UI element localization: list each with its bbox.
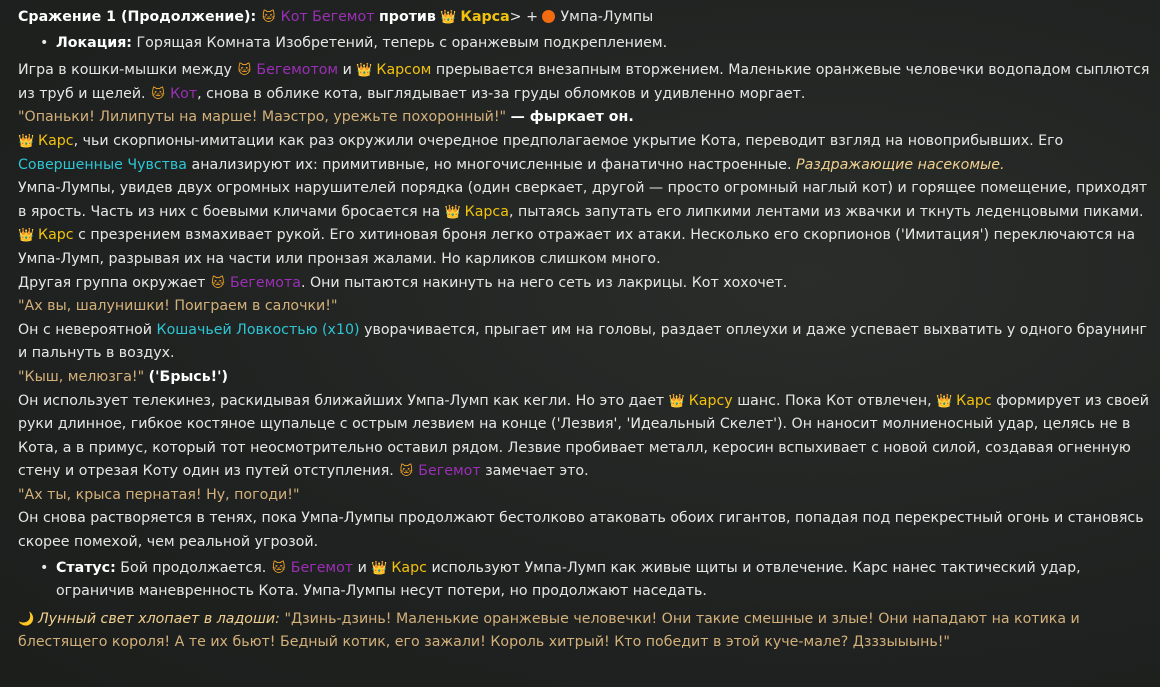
battle-title: Сражение 1 (Продолжение): 🐱 Кот Бегемот против 👑 Карса> + Умпа-Лумпы [18, 6, 1152, 30]
crown-icon: 👑 [440, 10, 457, 25]
crown-icon: 👑 [18, 228, 35, 244]
status-item: • Статус: Бой продолжается. 🐱 Бегемот и 👑 Карс используют Умпа-Лумп как живые щиты и отвлечение. Карс нанес тактический удар, ограничив маневренность Кота. Умпа-Лумпы несут потери, но продолжают наседать. [40, 557, 1152, 604]
quote-3: "Кыш, мелюзга!" ('Брысь!') [18, 368, 228, 385]
crescent-moon-icon: 🌙 [18, 611, 35, 627]
crown-icon: 👑 [936, 393, 953, 409]
skill-cat-agility: Кошачьей Ловкостью (x10) [156, 321, 360, 338]
paragraph-2: 👑 Карс, чьи скорпионы-имитации как раз окружили очередное предполагаемое укрытие Кота, переводит взгляд на новоприбывших. Его Совершенные Чувства анализируют их: примитивные, но многочисленные и фанатично настроенные. Раздражающие насекомые. [18, 130, 1152, 177]
quote-2: "Ах вы, шалунишки! Поиграем в салочки!" [18, 298, 338, 315]
crown-icon: 👑 [668, 393, 685, 409]
crown-icon: 👑 [371, 560, 388, 576]
paragraph-5: Он с невероятной Кошачьей Ловкостью (x10) уворачивается, прыгает им на головы, раздает оплеухи и даже успевает выхватить у одного браунинг и пальнуть в воздух. [18, 321, 1147, 362]
begemot-name: Кот Бегемот [280, 9, 375, 25]
skill-perfect-senses: Совершенные Чувства [18, 156, 187, 173]
cat-face-icon: 🐱 [261, 10, 276, 25]
location-list [18, 32, 1152, 56]
crown-icon: 👑 [444, 204, 461, 220]
kars-name: Карса [460, 9, 510, 25]
cat-face-icon: 🐱 [151, 86, 165, 102]
paragraph-6: Он использует телекинез, раскидывая ближайших Умпа-Лумп как кегли. Но это дает 👑 Карсу шанс. Пока Кот отвлечен, 👑 Карс формирует из своей руки длинное, гибкое костяное щупальце с острым лезвием на конце ('Лезвия', 'Идеальный Скелет'). Он наносит молниеносный удар, целясь не в Кота, а в примус, который тот неосмотрительно оставил рядом. Лезвие пробивает металл, керосин вспыхивает с новой силой, создавая огненную стену и отрезая Коту один из путей отступления. 🐱 Бегемот замечает это. [18, 390, 1152, 484]
cat-face-icon: 🐱 [399, 464, 414, 480]
cat-face-icon: 🐱 [237, 63, 252, 79]
crown-icon: 👑 [356, 63, 373, 79]
paragraph-3: Умпа-Лумпы, увидев двух огромных нарушителей порядка (один сверкает, другой — просто огромный наглый кот) и горящее помещение, приходят в ярость. Часть из них с боевыми кличами бросается на 👑 Карса, пытаясь запутать его липкими лентами из жвачки и ткнуть леденцовыми пиками. 👑 Карс с презрением взмахивает рукой. Его хитиновая броня легко отражает их атаки. Несколько его скорпионов ('Имитация') переключаются на Умпа-Лумп, разрывая их на части или пронзая жалами. Но карликов слишком много. [18, 180, 1148, 267]
moon-comment: 🌙 Лунный свет хлопает в ладоши: "Дзинь-дзинь! Маленькие оранжевые человечки! Они такие смешные и злые! Они нападают на котика и блестящего короля! А те их бьют! Бедный котик, его зажали! Король хитрый! Кто победит в этой куче-мале? Дзззыыынь!" [18, 608, 1152, 655]
paragraph-7: Он снова растворяется в тенях, пока Умпа-Лумпы продолжают бестолково атаковать обоих гигантов, попадая под перекрестный огонь и становясь скорее помехой, чем реальной угрозой. [18, 510, 1144, 551]
orange-circle-icon [542, 10, 555, 23]
paragraph-1: Игра в кошки-мышки между 🐱 Бегемотом и 👑 Карсом прерывается внезапным вторжением. Маленькие оранжевые человечки водопадом сыплются из труб и щелей. 🐱 Кот, снова в облике кота, выглядывает из-за груды обломков и удивленно моргает. [18, 59, 1152, 106]
quote-1: "Опаньки! Лилипуты на марше! Маэстро, урежьте похоронный!" — фыркает он. [18, 109, 634, 126]
status-list [18, 557, 1152, 604]
quote-4: "Ах ты, крыса пернатая! Ну, погоди!" [18, 486, 300, 503]
cat-face-icon: 🐱 [211, 275, 225, 291]
cat-face-icon: 🐱 [272, 560, 286, 576]
location-item: • Локация: Горящая Комната Изобретений, теперь с оранжевым подкреплением. [40, 32, 1152, 56]
paragraph-4: Другая группа окружает 🐱 Бегемота. Они пытаются накинуть на него сеть из лакрицы. Кот хохочет. [18, 272, 1152, 296]
crown-icon: 👑 [18, 133, 35, 149]
